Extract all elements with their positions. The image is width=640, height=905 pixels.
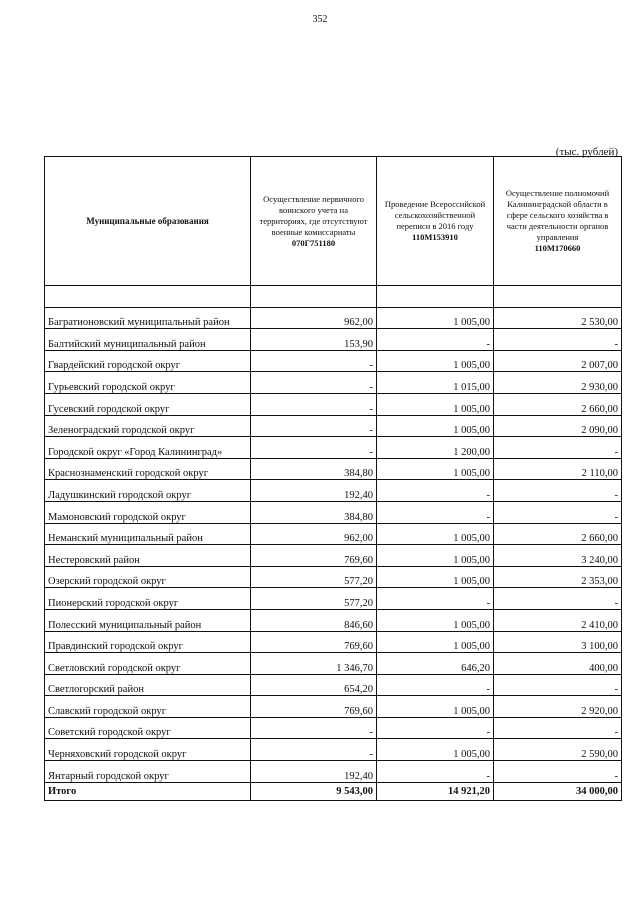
row-col1: 384,80 [251, 501, 377, 523]
row-col3: - [494, 674, 622, 696]
table-row [45, 372, 622, 394]
table-row [45, 350, 622, 372]
row-col3: 3 100,00 [494, 631, 622, 653]
row-col3: - [494, 761, 622, 783]
table-row [45, 329, 622, 351]
row-col3: 2 410,00 [494, 609, 622, 631]
row-name: Гурьевский городской округ [45, 372, 251, 394]
header-municipality: Муниципальные образования [45, 157, 251, 286]
row-col1: - [251, 372, 377, 394]
row-name: Балтийский муниципальный район [45, 329, 251, 351]
table-row [45, 501, 622, 523]
row-col3: 2 353,00 [494, 566, 622, 588]
row-col3: - [494, 501, 622, 523]
row-col3: - [494, 329, 622, 351]
row-col2: - [377, 717, 494, 739]
spacer-cell [377, 286, 494, 308]
row-col1: - [251, 739, 377, 761]
row-col2: 1 005,00 [377, 631, 494, 653]
row-col3: - [494, 480, 622, 502]
row-col2: 1 005,00 [377, 350, 494, 372]
row-col2: - [377, 329, 494, 351]
row-name: Ладушкинский городской округ [45, 480, 251, 502]
row-col2: - [377, 480, 494, 502]
row-name: Славский городской округ [45, 696, 251, 718]
row-col2: 1 005,00 [377, 523, 494, 545]
header-col3-text: Осуществление полномочий Калининградской области в сфере сельского хозяйства в части деятельности органов управления [505, 188, 610, 242]
row-col3: 2 090,00 [494, 415, 622, 437]
units-label: (тыс. рублей) [555, 146, 618, 158]
row-col1: 577,20 [251, 588, 377, 610]
row-col1: 1 346,70 [251, 653, 377, 675]
row-col2: - [377, 674, 494, 696]
table-row [45, 307, 622, 329]
row-col3: 2 110,00 [494, 458, 622, 480]
row-name: Зеленоградский городской округ [45, 415, 251, 437]
row-col1: 192,40 [251, 480, 377, 502]
row-col3: - [494, 437, 622, 459]
row-col3: 2 530,00 [494, 307, 622, 329]
row-col1: - [251, 415, 377, 437]
row-col1: - [251, 717, 377, 739]
row-col1: 846,60 [251, 609, 377, 631]
row-name: Краснознаменский городской округ [45, 458, 251, 480]
row-col3: - [494, 588, 622, 610]
table-row [45, 393, 622, 415]
table-row [45, 523, 622, 545]
row-col1: 769,60 [251, 696, 377, 718]
table-row [45, 761, 622, 783]
total-label: Итого [45, 782, 251, 800]
row-col2: 1 005,00 [377, 415, 494, 437]
row-col3: 2 660,00 [494, 523, 622, 545]
row-col1: 962,00 [251, 307, 377, 329]
table-row [45, 566, 622, 588]
row-name: Нестеровский район [45, 545, 251, 567]
row-col2: 1 015,00 [377, 372, 494, 394]
total-col1: 9 543,00 [251, 782, 377, 800]
row-col3: - [494, 717, 622, 739]
row-col1: 192,40 [251, 761, 377, 783]
row-col1: - [251, 437, 377, 459]
spacer-cell [251, 286, 377, 308]
table-row [45, 739, 622, 761]
row-col2: 1 200,00 [377, 437, 494, 459]
row-col2: 1 005,00 [377, 458, 494, 480]
table-row [45, 415, 622, 437]
spacer-row [45, 286, 622, 308]
total-col2: 14 921,20 [377, 782, 494, 800]
table-row [45, 480, 622, 502]
row-name: Гвардейский городской округ [45, 350, 251, 372]
row-col1: 769,60 [251, 545, 377, 567]
table-row [45, 674, 622, 696]
table-row [45, 588, 622, 610]
row-col1: 962,00 [251, 523, 377, 545]
header-col2-code: 110М153910 [412, 232, 458, 242]
table-row [45, 545, 622, 567]
table-row [45, 609, 622, 631]
row-col2: 1 005,00 [377, 307, 494, 329]
row-col1: 384,80 [251, 458, 377, 480]
row-name: Неманский муниципальный район [45, 523, 251, 545]
spacer-cell [494, 286, 622, 308]
row-name: Светлогорский район [45, 674, 251, 696]
header-col1-text: Осуществление первичного воинского учета на территориях, где отсутствуют военные комиссариаты [259, 193, 368, 237]
header-col1-code: 070Г751180 [291, 237, 336, 248]
row-col1: - [251, 393, 377, 415]
table-row [45, 631, 622, 653]
row-col2: 1 005,00 [377, 393, 494, 415]
total-row [45, 782, 622, 800]
row-name: Пионерский городской округ [45, 588, 251, 610]
row-col3: 3 240,00 [494, 545, 622, 567]
row-col2: - [377, 501, 494, 523]
row-col3: 2 590,00 [494, 739, 622, 761]
row-col1: - [251, 350, 377, 372]
row-name: Советский городской округ [45, 717, 251, 739]
row-col2: - [377, 588, 494, 610]
row-col1: 577,20 [251, 566, 377, 588]
row-name: Черняховский городской округ [45, 739, 251, 761]
row-col2: 1 005,00 [377, 566, 494, 588]
row-col2: - [377, 761, 494, 783]
row-col3: 2 930,00 [494, 372, 622, 394]
table-row [45, 437, 622, 459]
row-name: Светловский городской округ [45, 653, 251, 675]
row-col2: 1 005,00 [377, 545, 494, 567]
row-col1: 654,20 [251, 674, 377, 696]
page-number: 352 [312, 14, 328, 25]
row-name: Озерский городской округ [45, 566, 251, 588]
row-col2: 1 005,00 [377, 696, 494, 718]
table-row [45, 653, 622, 675]
row-col2: 1 005,00 [377, 609, 494, 631]
table-row [45, 717, 622, 739]
row-name: Городской округ «Город Калининград» [45, 437, 251, 459]
row-name: Мамоновский городской округ [45, 501, 251, 523]
header-col3-code: 110М170660 [534, 243, 581, 253]
row-col3: 2 660,00 [494, 393, 622, 415]
row-name: Янтарный городской округ [45, 761, 251, 783]
header-col1 [251, 157, 377, 286]
row-col3: 2 007,00 [494, 350, 622, 372]
spacer-cell [45, 286, 251, 308]
header-row [45, 157, 622, 286]
row-col1: 153,90 [251, 329, 377, 351]
row-name: Правдинский городской округ [45, 631, 251, 653]
row-col2: 1 005,00 [377, 739, 494, 761]
row-col3: 400,00 [494, 653, 622, 675]
header-col2-text: Проведение Всероссийской сельскохозяйственной переписи в 2016 году [384, 199, 486, 231]
table-row [45, 696, 622, 718]
row-col2: 646,20 [377, 653, 494, 675]
budget-table [44, 156, 622, 801]
row-name: Багратионовский муниципальный район [45, 307, 251, 329]
total-col3: 34 000,00 [494, 782, 622, 800]
header-col2 [377, 157, 494, 286]
header-col3 [494, 157, 622, 286]
row-name: Полесский муниципальный район [45, 609, 251, 631]
table-row [45, 458, 622, 480]
row-name: Гусевский городской округ [45, 393, 251, 415]
row-col1: 769,60 [251, 631, 377, 653]
row-col3: 2 920,00 [494, 696, 622, 718]
